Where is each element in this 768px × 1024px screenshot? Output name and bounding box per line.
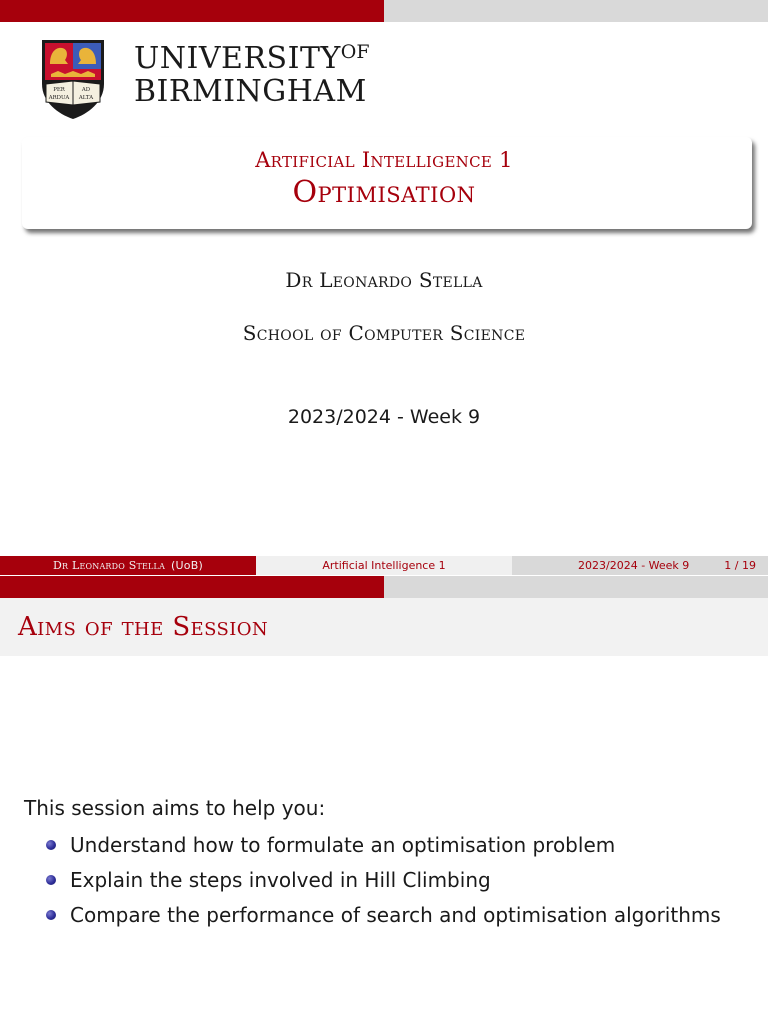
university-wordmark <box>134 36 370 108</box>
footline <box>0 556 768 575</box>
author-name: Dr Leonardo Stella <box>285 268 483 292</box>
svg-text:AD: AD <box>81 87 91 93</box>
university-line1: UNIVERSITY <box>134 41 341 76</box>
footer-date-box <box>512 556 768 575</box>
university-line2: BIRMINGHAM <box>134 74 367 109</box>
svg-text:PER: PER <box>53 87 65 93</box>
presentation-date: 2023/2024 - Week 9 <box>287 406 481 428</box>
intro-text: This session aims to help you: <box>24 796 326 820</box>
footer-page-number: 1 / 19 <box>724 559 756 572</box>
list-item-text: Explain the steps involved in Hill Climbing <box>70 868 491 892</box>
list-item-text: Compare the performance of search and optimisation algorithms <box>70 903 721 927</box>
list-item-text: Understand how to formulate an optimisation problem <box>70 833 616 857</box>
slide2-top-bar-right <box>384 576 768 598</box>
slide2-top-bar-left <box>0 576 384 598</box>
frame-title: Aims of the Session <box>18 612 269 642</box>
presentation-title: Optimisation <box>292 175 476 210</box>
aims-list <box>46 830 721 935</box>
footer-author: Dr Leonardo Stella <box>53 559 166 572</box>
university-of: OF <box>340 41 370 63</box>
institute-name: School of Computer Science <box>242 321 526 345</box>
footer-author-box <box>0 556 256 575</box>
top-bar-right <box>384 0 768 22</box>
footer-course: Artificial Intelligence 1 <box>256 556 512 575</box>
svg-text:ALTA: ALTA <box>78 95 94 101</box>
footer-institute: (UoB) <box>171 559 203 572</box>
svg-text:ARDUA: ARDUA <box>48 95 70 101</box>
bullet-ball-icon <box>46 840 56 850</box>
footer-date: 2023/2024 - Week 9 <box>578 559 690 572</box>
bullet-ball-icon <box>46 875 56 885</box>
list-item <box>46 865 721 900</box>
course-title: Artificial Intelligence 1 <box>255 148 513 172</box>
top-bar-left <box>0 0 384 22</box>
university-crest-icon <box>38 38 108 120</box>
list-item <box>46 830 721 865</box>
bullet-ball-icon <box>46 910 56 920</box>
list-item <box>46 900 721 935</box>
